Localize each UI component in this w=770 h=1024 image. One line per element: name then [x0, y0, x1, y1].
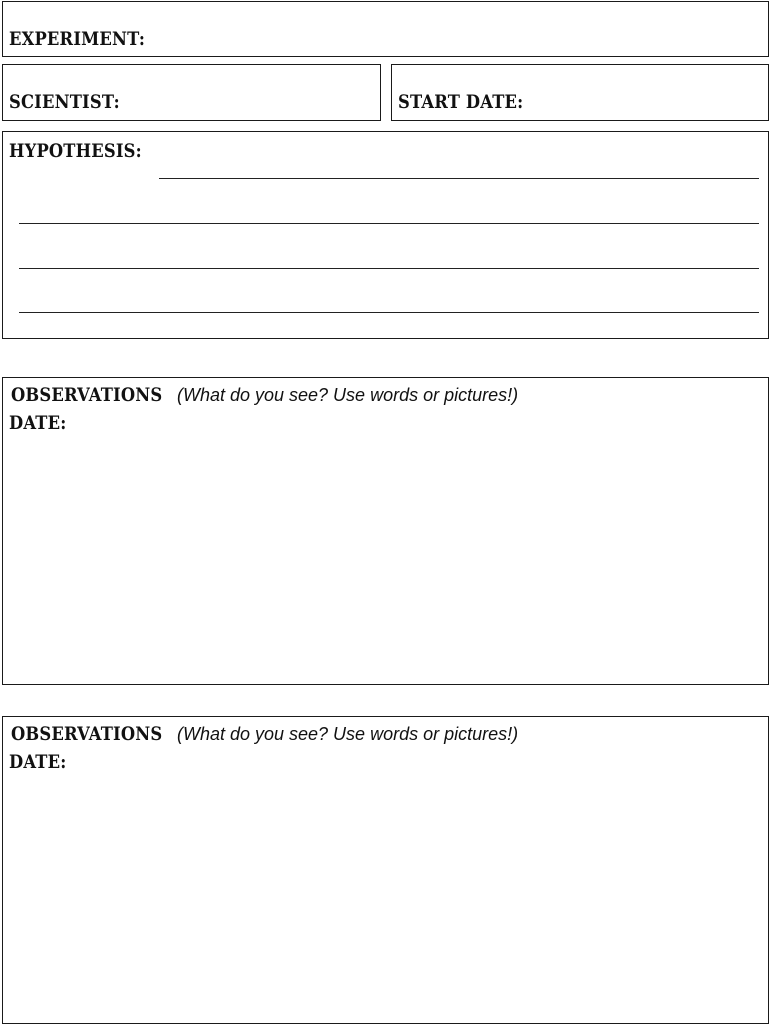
hypothesis-line-4 — [19, 312, 759, 313]
observation-date-label: DATE: — [9, 412, 67, 434]
start-date-box[interactable] — [391, 64, 769, 121]
observations-box-2[interactable] — [2, 716, 769, 1024]
scientist-label: SCIENTIST: — [9, 91, 120, 113]
hypothesis-line-2 — [19, 223, 759, 224]
start-date-label: START DATE: — [398, 91, 524, 113]
observations-header — [11, 384, 518, 406]
observations-header — [11, 723, 518, 745]
hypothesis-box[interactable] — [2, 131, 769, 339]
observations-hint: (What do you see? Use words or pictures!) — [176, 385, 519, 405]
hypothesis-line-1 — [159, 178, 759, 179]
observation-date-label: DATE: — [9, 751, 67, 773]
observations-label: OBSERVATIONS — [11, 384, 163, 406]
observations-label: OBSERVATIONS — [11, 723, 163, 745]
scientist-box[interactable] — [2, 64, 381, 121]
hypothesis-label: HYPOTHESIS: — [9, 140, 142, 162]
observations-box-1[interactable] — [2, 377, 769, 685]
experiment-box[interactable] — [2, 1, 769, 57]
observations-hint: (What do you see? Use words or pictures!) — [176, 724, 519, 744]
hypothesis-line-3 — [19, 268, 759, 269]
experiment-label: EXPERIMENT: — [9, 28, 146, 50]
